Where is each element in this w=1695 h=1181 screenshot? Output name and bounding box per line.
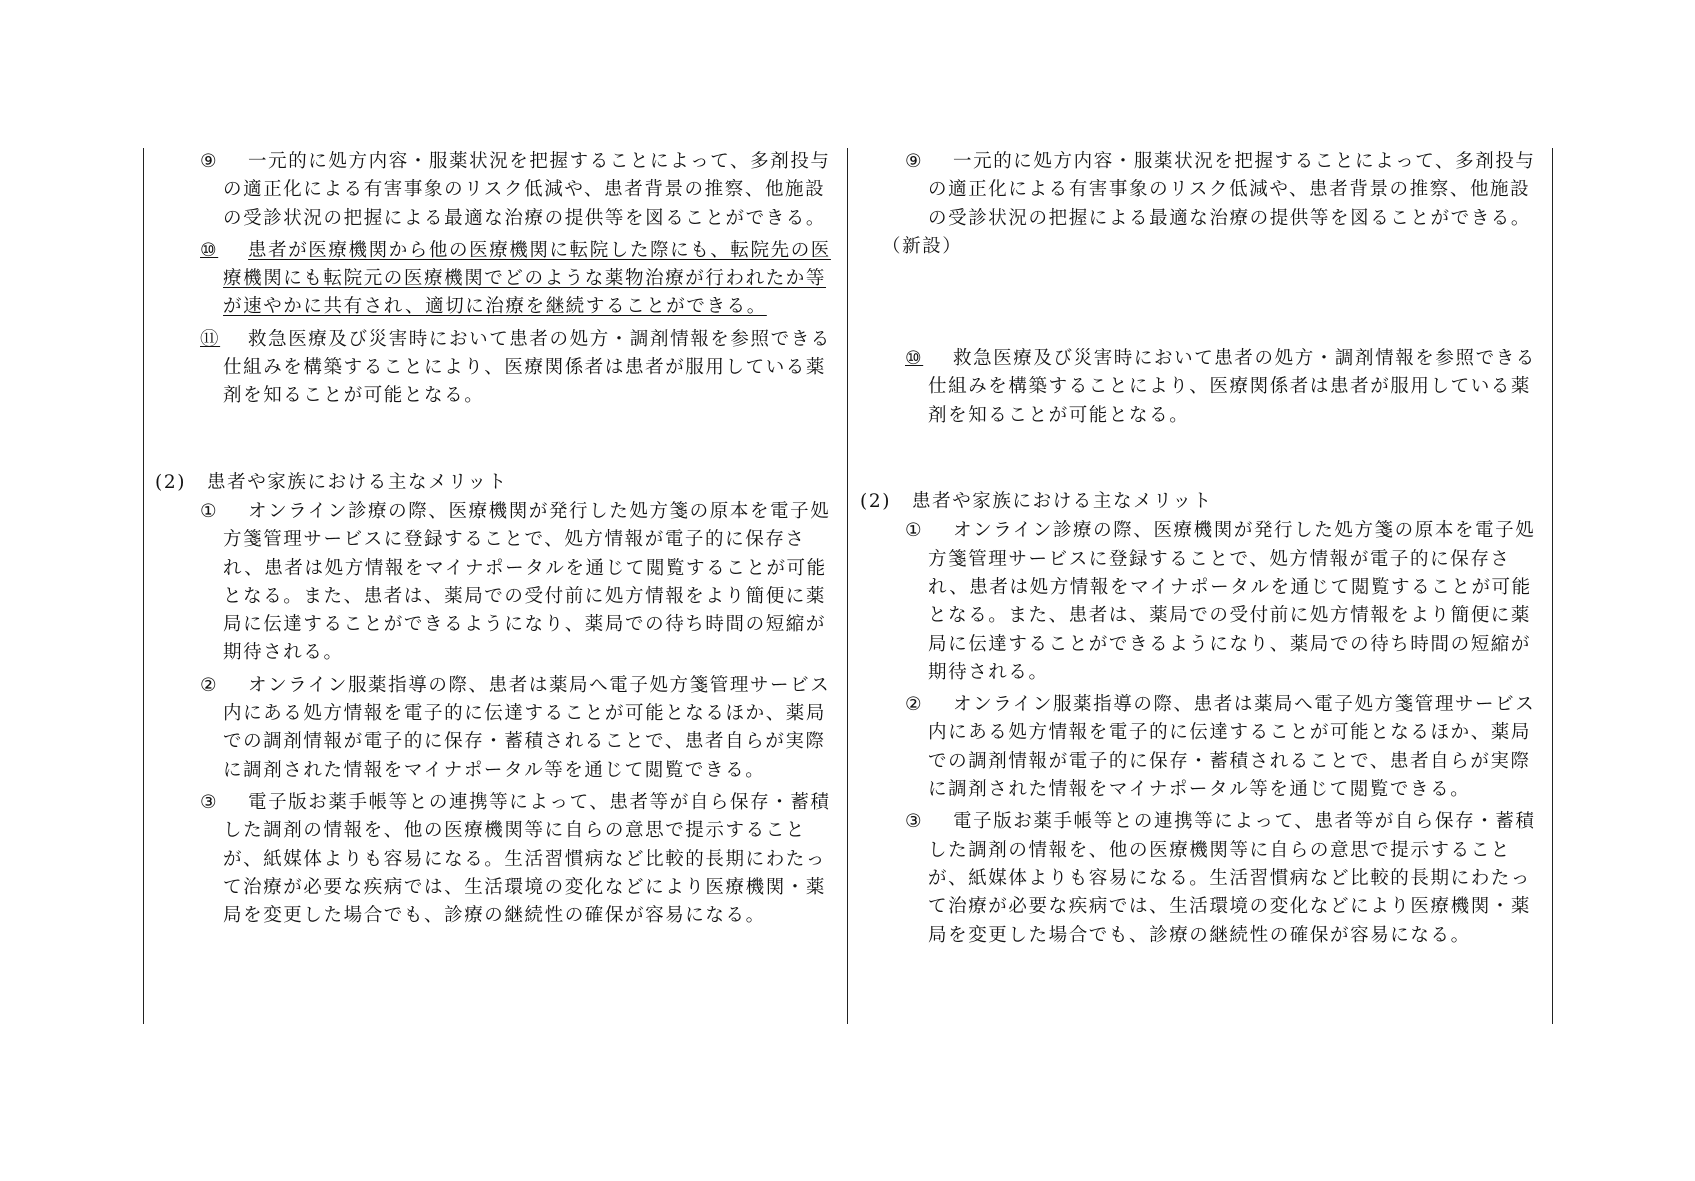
item-text: 救急医療及び災害時において患者の処方・調剤情報を参照できる仕組みを構築することにより、医療関係者は患者が服用している薬剤を知ることが可能となる。 — [223, 328, 831, 407]
new-item — [200, 237, 845, 322]
item-text: 電子版お薬手帳等との連携等によって、患者等が自ら保存・蓄積した調剤の情報を、他の医療機関等に自らの意思で提示することが、紙媒体よりも容易になる。生活習慣病など比較的長期にわたって治療が必要な疾病では、生活環境の変化などにより医療機関・薬局を変更した場合でも、診療の継続性の確保が容易になる。 — [928, 811, 1536, 946]
list-item — [200, 789, 845, 930]
item-number: ⑨ — [905, 151, 924, 172]
item-number: ⑨ — [200, 151, 219, 172]
list-item — [905, 517, 1550, 687]
column-divider — [847, 148, 848, 1024]
item-text: 一元的に処方内容・服薬状況を把握することによって、多剤投与の適正化による有害事象のリスク低減や、患者背景の推察、他施設の受診状況の把握による最適な治療の提供等を図ることができる。 — [223, 151, 831, 229]
item-number: ⑪ — [200, 328, 221, 350]
item-text: 救急医療及び災害時において患者の処方・調剤情報を参照できる仕組みを構築することにより、医療関係者は患者が服用している薬剤を知ることが可能となる。 — [928, 348, 1536, 426]
list-item — [905, 808, 1550, 949]
item-text: オンライン服薬指導の際、患者は薬局へ電子処方箋管理サービス内にある処方情報を電子的に伝達することが可能となるほか、薬局での調剤情報が電子的に保存・蓄積されることで、患者自らが実際に調剤された情報をマイナポータル等を通じて閲覧できる。 — [928, 694, 1536, 801]
section-title: 患者や家族における主なメリット — [207, 471, 508, 493]
item-number: ① — [200, 500, 219, 522]
list-item — [200, 148, 845, 233]
current-column — [860, 148, 1550, 950]
list-item — [200, 326, 845, 411]
item-text-underlined: 患者が医療機関から他の医療機関に転院した際にも、転院先の医療機関にも転院元の医療機関でどのような薬物治療が行われたか等が速やかに共有され、適切に治療を継続することができる。 — [223, 239, 831, 318]
item-text: 一元的に処方内容・服薬状況を把握することによって、多剤投与の適正化による有害事象のリスク低減や、患者背景の推察、他施設の受診状況の把握による最適な治療の提供等を図ることができる。 — [928, 151, 1536, 229]
item-number: ③ — [905, 811, 924, 833]
section-title: 患者や家族における主なメリット — [912, 491, 1213, 513]
section-number: (2) — [860, 491, 892, 513]
item-number: ② — [905, 694, 924, 716]
item-text: オンライン服薬指導の際、患者は薬局へ電子処方箋管理サービス内にある処方情報を電子的に伝達することが可能となるほか、薬局での調剤情報が電子的に保存・蓄積されることで、患者自らが実際に調剤された情報をマイナポータル等を通じて閲覧できる。 — [223, 674, 831, 781]
table-border-left — [143, 148, 144, 1024]
list-item — [905, 691, 1550, 804]
revised-column — [155, 148, 845, 930]
item-number: ③ — [200, 791, 219, 813]
item-number: ② — [200, 674, 219, 696]
item-text: オンライン診療の際、医療機関が発行した処方箋の原本を電子処方箋管理サービスに登録することで、処方情報が電子的に保存され、患者は処方情報をマイナポータルを通じて閲覧することが可能となる。また、患者は、薬局での受付前に処方情報をより簡便に薬局に伝達することができるようになり、薬局での待ち時間の短縮が期待される。 — [223, 500, 831, 664]
list-item — [905, 345, 1550, 430]
item-text: オンライン診療の際、医療機関が発行した処方箋の原本を電子処方箋管理サービスに登録することで、処方情報が電子的に保存され、患者は処方情報をマイナポータルを通じて閲覧することが可能となる。また、患者は、薬局での受付前に処方情報をより簡便に薬局に伝達することができるようになり、薬局での待ち時間の短縮が期待される。 — [928, 520, 1536, 683]
item-number: ① — [905, 520, 924, 542]
list-item — [200, 672, 845, 785]
section-number: (2) — [155, 471, 187, 493]
item-text: 電子版お薬手帳等との連携等によって、患者等が自ら保存・蓄積した調剤の情報を、他の医療機関等に自らの意思で提示することが、紙媒体よりも容易になる。生活習慣病など比較的長期にわたって治療が必要な疾病では、生活環境の変化などにより医療機関・薬局を変更した場合でも、診療の継続性の確保が容易になる。 — [223, 791, 831, 927]
list-item — [200, 498, 845, 668]
section-heading — [155, 469, 845, 497]
new-establishment-placeholder: （新設） — [882, 235, 963, 257]
item-number: ⑩ — [905, 348, 924, 370]
section-heading — [860, 488, 1550, 516]
list-item — [905, 148, 1550, 233]
table-border-right — [1552, 148, 1553, 1024]
item-number: ⑩ — [200, 239, 219, 261]
spacer — [860, 261, 1550, 345]
